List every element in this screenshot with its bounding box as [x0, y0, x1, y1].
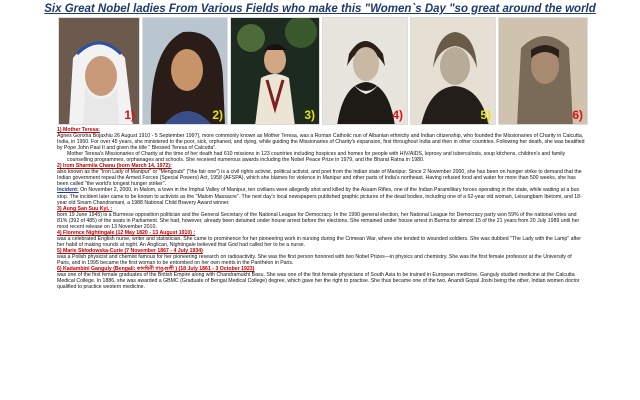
paragraph: was a celebrated English nurse, writer and statistician. She came to prominence for her pioneering work in nursing during the Crimean War, where she tended to wounded soldiers. She was dubbed "The Lady with the Lamp" after her habit of making rounds at night. An Anglican, Nightingale believed that God had called her to be a nurse.	[57, 235, 581, 248]
section-heading: 6) Kadambini Ganguly (Bengali: কাদম্বিনী গাঙ্গুলী ) (18 July 1861 - 3 October 1923)	[57, 266, 255, 273]
photo-label: 1)	[124, 108, 135, 122]
section-heading: 5) Marie Skłodowska-Curie (7 November 1867 - 4 July 1934)	[57, 247, 203, 254]
photo-strip	[58, 17, 588, 125]
paragraph: Mother Teresa's Missionaries of Charity at the time of her death had 610 missions in 123 countries including hospices and homes for people with HIV/AIDS, leprosy and tuberculosis, soup kitchens, children's and family counselling programmes, orphanages and schools. She received numerous awards including the Nobel Peace Prize in 1979, and the Bharat Ratna in 1980.	[67, 151, 566, 164]
paragraph: born 19 June 1945) is a Burmese opposition politician and the General Secretary of the National League for Democracy. In the 1990 general election, her National League for Democracy party won 59% of the national votes and 81% (392 of 485) of the seats in Parliament. She had, however, already been detained under house arrest before the elections. She remained under house arrest in Burma for almost 15 of the 21 years from 20 July 1989 until her most recent release on 13 November 2010.	[57, 211, 580, 230]
section-heading: 3) Aung San Suu Kyi, :	[57, 205, 113, 212]
section-heading: 1) Mother Teresa:	[57, 127, 100, 133]
page-title: Six Great Nobel ladies From Various Fields who make this "Women`s Day "so great around the world	[44, 3, 596, 15]
photo-florence-nightingale	[322, 17, 408, 125]
paragraph: also known as the "Iron Lady of Manipur" or "Mengoubi" ("the fair one") is a civil rights activist, political activist, and poet from the Indian state of Manipur. Since 2 November 2000, she has been on hunger strike to demand that the Indian government repeal the Armed Forces (Special Powers) Act, 1958 (AFSPA), which she blames for violence in Manipur and other parts of India's northeast. Having refused food and water for more than 500 weeks, she has been called "the world's longest hunger striker".	[57, 169, 582, 188]
section-heading: 4) Florence Nightingale (12 May 1820 - 13 August 1910) :	[57, 229, 196, 236]
section-heading: 2) Irom Sharmila Chanu (born March 14, 1972):	[57, 163, 172, 170]
photo-label: 4)	[392, 108, 403, 122]
photo-irom-sharmila	[142, 17, 228, 125]
photo-label: 2)	[212, 108, 223, 122]
article-body	[57, 127, 585, 399]
photo-kadambini-ganguly	[498, 17, 588, 125]
paragraph: Agnes Gonxha Bojaxhiu 26 August 1910 - 5 September 1997), more commonly known as Mother Teresa, was a Roman Catholic nun of Albanian ethnicity and Indian citizenship, who founded the Missionaries of Charity in Calcutta, India, in 1950. For over 45 years, she ministered to the poor, sick, orphaned, and dying, while guiding the Missionaries of Charity's expansion, first throughout India and then in other countries. Following her death, she was beatified by Pope John Paul II and given the title " Blessed Teresa of Calcutta".	[57, 133, 585, 152]
paragraph: was one of the first female graduates of the British Empire along with Chandramukhi Basu. She was one of the first female physicians of South Asia to be trained in European medicine. Ganguly studied medicine at the Calcutta Medical College. In 1886, she was awarded a GBMC (Graduate of Bengal Medical College) degree, which gave her the right to practise. She thus became one of the two, Anandi Gopal Joshi being the other, Indian women doctor qualified to practice western medicine.	[57, 272, 580, 291]
incident-label: Incident:	[57, 187, 79, 194]
paragraph	[57, 187, 585, 205]
photo-label: 6)	[572, 108, 583, 122]
photo-label: 5)	[480, 108, 491, 122]
incident-text: On November 2, 2000, in Malom, a town in the Imphal Valley of Manipur, ten civilians were allegedly shot and killed by the Assam Rifles, one of the Indian Paramilitary forces operating in the state, while waiting at a bus stop. The incident later came to be known to activists as the "Malom Massacre". The next day's local newspapers published graphic pictures of the dead bodies, including one of a 62-year old woman, Leisangbam Ibetomi, and 18-year old Sinam Chandramani, a 1988 National Child Bravery Award winner.	[57, 187, 582, 206]
photo-mother-teresa	[58, 17, 140, 125]
paragraph: was a Polish physicist and chemist famous for her pioneering research on radioactivity. She was the first person honored with two Nobel Prizes—in physics and chemistry. She was the first female professor at the University of Paris, and in 1995 became the first woman to be entombed on her own merits in the Panthéon in Paris.	[57, 253, 572, 267]
photo-marie-curie	[410, 17, 496, 125]
photo-aung-san-suu-kyi	[230, 17, 320, 125]
photo-label: 3)	[304, 108, 315, 122]
